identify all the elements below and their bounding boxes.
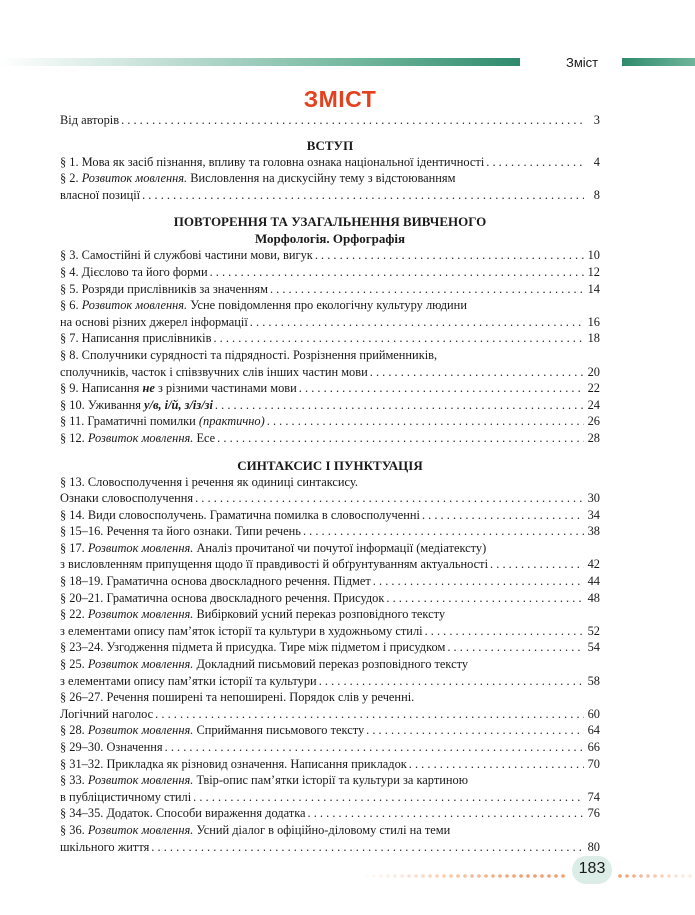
toc-entry[interactable]: § 12. Розвиток мовлення. Есе . . . 28: [60, 430, 600, 447]
toc-entry[interactable]: § 5. Розряди прислівників за значенням . . . 14: [60, 281, 600, 298]
toc-entry[interactable]: § 23–24. Узгодження підмета й присудка. Тире між підметом і присудком . . . 54: [60, 639, 600, 656]
footer-dot: [667, 874, 671, 878]
section-heading-repeat: ПОВТОРЕННЯ ТА УЗАГАЛЬНЕННЯ ВИВЧЕНОГО: [173, 214, 487, 230]
footer-dot: [625, 874, 629, 878]
footer-dot: [639, 874, 643, 878]
toc-entry[interactable]: § 4. Дієслово та його форми . . . 12: [60, 264, 600, 281]
footer-dot: [526, 874, 530, 878]
running-header: Зміст: [566, 55, 599, 70]
toc-entry-continuation[interactable]: Логічний наголос . . . 60: [60, 706, 600, 723]
footer-dot: [393, 874, 397, 878]
footer-dot: [533, 874, 537, 878]
footer-dot: [372, 874, 376, 878]
toc-entry-continuation[interactable]: Ознаки словосполучення . . . 30: [60, 490, 600, 507]
toc-entry[interactable]: § 6. Розвиток мовлення. Усне повідомлення про екологічну культуру людини: [60, 298, 467, 313]
toc-entry[interactable]: § 28. Розвиток мовлення. Сприймання письмового тексту . . . 64: [60, 722, 600, 739]
footer-dot: [484, 874, 488, 878]
footer-dot: [519, 874, 523, 878]
footer-dot: [386, 874, 390, 878]
toc-entry[interactable]: § 29–30. Означення . . . 66: [60, 739, 600, 756]
footer-dot: [400, 874, 404, 878]
toc-entry-continuation[interactable]: з висловленням припущення щодо її правдивості й обґрунтуванням актуальності . . . 42: [60, 556, 600, 573]
page-number: 183: [578, 860, 606, 877]
footer-dot: [547, 874, 551, 878]
footer-dot: [632, 874, 636, 878]
footer-dot: [646, 874, 650, 878]
footer-dot: [442, 874, 446, 878]
toc-entry[interactable]: § 33. Розвиток мовлення. Твір-опис пам’ятки історії та культури за картиною: [60, 773, 468, 788]
footer-dot: [491, 874, 495, 878]
toc-entry[interactable]: § 34–35. Додаток. Способи вираження додатка . . . 76: [60, 805, 600, 822]
subsection-heading: Морфологія. Орфографія: [254, 231, 406, 247]
toc-entry[interactable]: § 11. Граматичні помилки (практично) . . . 26: [60, 413, 600, 430]
page-number-badge: [572, 856, 612, 884]
footer-dot: [407, 874, 411, 878]
footer-dot: [421, 874, 425, 878]
toc-entry-continuation[interactable]: з елементами опису пам’яток історії та культури в художньому стилі . . . 52: [60, 623, 600, 640]
footer-dot: [561, 874, 565, 878]
toc-entry-continuation[interactable]: в публіцистичному стилі . . . 74: [60, 789, 600, 806]
toc-entry[interactable]: § 25. Розвиток мовлення. Докладний письмовий переказ розповідного тексту: [60, 657, 469, 672]
toc-entry[interactable]: § 7. Написання прислівників . . . 18: [60, 330, 600, 347]
toc-entry[interactable]: § 10. Уживання у/в, і/й, з/із/зі . . . 24: [60, 397, 600, 414]
footer-dot: [653, 874, 657, 878]
toc-entry[interactable]: § 1. Мова як засіб пізнання, впливу та головна ознака національної ідентичності . . . 4: [60, 154, 600, 171]
toc-entry[interactable]: § 15–16. Речення та його ознаки. Типи речень . . . 38: [60, 523, 600, 540]
footer-dot: [554, 874, 558, 878]
toc-entry[interactable]: § 9. Написання не з різними частинами мови . . . 22: [60, 380, 600, 397]
toc-entry[interactable]: § 26–27. Речення поширені та непоширені. Порядок слів у реченні.: [60, 690, 415, 705]
section-heading-syntax: СИНТАКСИС І ПУНКТУАЦІЯ: [237, 457, 423, 473]
footer-dot: [498, 874, 502, 878]
footer-dot: [463, 874, 467, 878]
toc-entry[interactable]: § 22. Розвиток мовлення. Вибірковий усний переказ розповідного тексту: [60, 607, 446, 622]
toc-entry-continuation[interactable]: власної позиції . . . 8: [60, 187, 600, 204]
toc-entry[interactable]: Від авторів . . . 3: [60, 112, 600, 129]
toc-entry[interactable]: § 17. Розвиток мовлення. Аналіз прочитаної чи почутої інформації (медіатексту): [60, 540, 487, 555]
table-of-contents: [60, 112, 600, 855]
header-accent-bar: [622, 58, 695, 66]
footer-dot: [674, 874, 678, 878]
footer-dot: [540, 874, 544, 878]
toc-entry[interactable]: § 18–19. Граматична основа двоскладного речення. Підмет . . . 44: [60, 573, 600, 590]
footer-dot: [470, 874, 474, 878]
footer-dot: [435, 874, 439, 878]
footer-dot: [505, 874, 509, 878]
footer-dot: [512, 874, 516, 878]
footer-dot: [477, 874, 481, 878]
toc-entry[interactable]: § 36. Розвиток мовлення. Усний діалог в офіційно-діловому стилі на теми: [60, 822, 451, 837]
toc-entry[interactable]: § 2. Розвиток мовлення. Висловлення на дискусійну тему з відстоюванням: [60, 171, 456, 186]
toc-entry[interactable]: § 31–32. Прикладка як різновид означення. Написання прикладок . . . 70: [60, 756, 600, 773]
section-heading-vstup: ВСТУП: [306, 137, 354, 153]
footer-dot: [428, 874, 432, 878]
toc-entry-continuation[interactable]: сполучників, часток і співзвучних слів інших частин мови . . . 20: [60, 364, 600, 381]
toc-entry-continuation[interactable]: з елементами опису пам’ятки історії та культури . . . 58: [60, 673, 600, 690]
footer-dot: [456, 874, 460, 878]
toc-entry[interactable]: § 8. Сполучники сурядності та підрядності. Розрізнення прийменників,: [60, 347, 438, 362]
toc-entry-continuation[interactable]: на основі різних джерел інформації . . . 16: [60, 314, 600, 331]
toc-entry[interactable]: § 20–21. Граматична основа двоскладного речення. Присудок . . . 48: [60, 590, 600, 607]
footer-dot: [365, 874, 369, 878]
toc-entry[interactable]: § 3. Самостійні й службові частини мови, вигук . . . 10: [60, 247, 600, 264]
footer-dot: [414, 874, 418, 878]
footer-dot: [379, 874, 383, 878]
toc-entry-continuation[interactable]: шкільного життя . . . 80: [60, 839, 600, 856]
footer-dot: [618, 874, 622, 878]
footer-dot: [688, 874, 692, 878]
footer-dot: [681, 874, 685, 878]
page-title: ЗМІСТ: [303, 86, 377, 112]
toc-entry[interactable]: § 13. Словосполучення і речення як одиниці синтаксису.: [60, 474, 358, 489]
footer-dot: [449, 874, 453, 878]
header-gradient-bar: [0, 58, 520, 66]
footer-dot: [660, 874, 664, 878]
toc-entry[interactable]: § 14. Види словосполучень. Граматична помилка в словосполученні . . . 34: [60, 507, 600, 524]
